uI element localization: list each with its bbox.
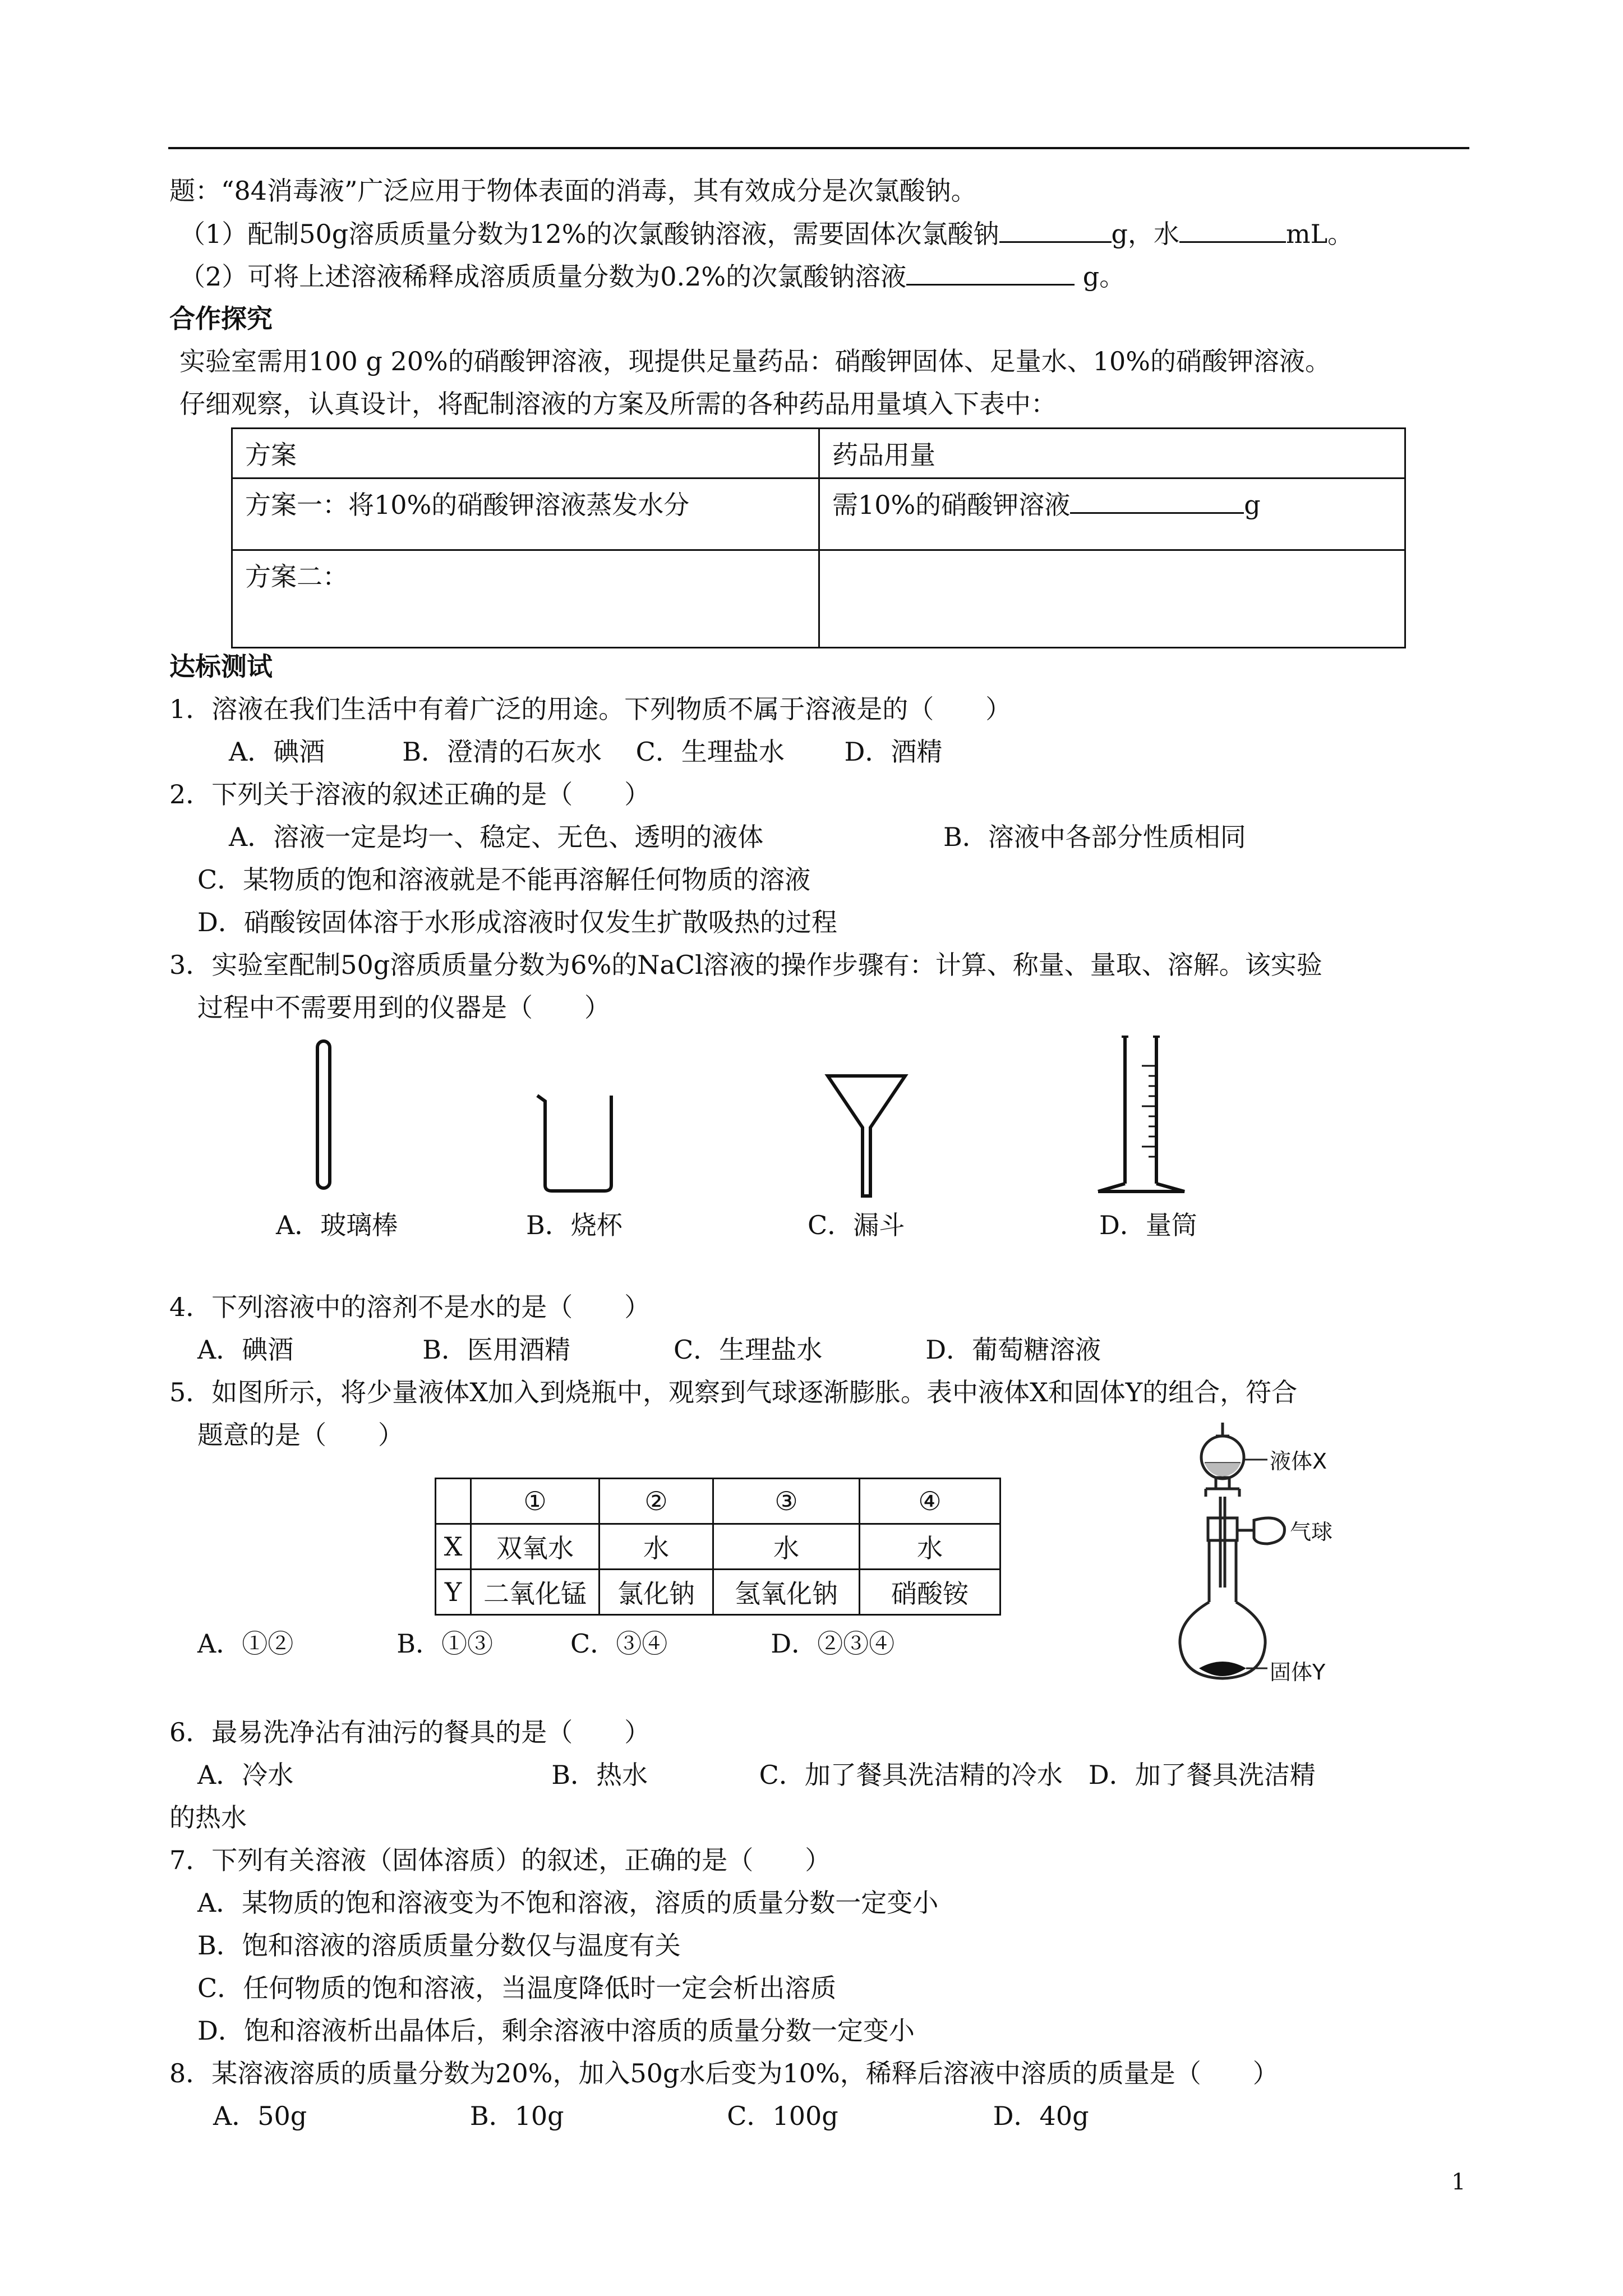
plan-one: 方案一：将10%的硝酸钾溶液蒸发水分 [232, 478, 819, 550]
answer-blank[interactable] [1179, 217, 1286, 243]
table-cell: 氯化钠 [600, 1570, 713, 1615]
funnel-figure [824, 1071, 909, 1200]
option-d-label: D．量筒 [1099, 1210, 1197, 1240]
flask-apparatus-figure [1172, 1419, 1357, 1694]
section-heading-test: 达标测试 [169, 651, 273, 682]
answer-blank[interactable] [1070, 487, 1244, 514]
table-header: 药品用量 [819, 429, 1405, 478]
question-5: 5．如图所示，将少量液体X加入到烧瓶中，观察到气球逐渐膨胀。表中液体X和固体Y的组合，符合 [169, 1377, 1298, 1407]
balloon-label: 气球 [1290, 1520, 1333, 1544]
question-8: 8．某溶液溶质的质量分数为20%，加入50g水后变为10%，稀释后溶液中溶质的质量是（ ） [169, 2058, 1279, 2088]
question-6-options: A．冷水 B．热水 C．加了餐具洗洁精的冷水 D．加了餐具洗洁精 [197, 1760, 1316, 1790]
question-7-option-c: C．任何物质的饱和溶液，当温度降低时一定会析出溶质 [197, 1973, 837, 2003]
question-7: 7．下列有关溶液（固体溶质）的叙述，正确的是（ ） [169, 1845, 831, 1875]
question-5-options: A．①② B．①③ C．③④ D．②③④ [197, 1628, 895, 1659]
plan-table [231, 427, 1406, 648]
question-7-option-d: D．饱和溶液析出晶体后，剩余溶液中溶质的质量分数一定变小 [197, 2016, 915, 2046]
table-cell: ② [600, 1479, 713, 1524]
intro-line: 题：“84消毒液”广泛应用于物体表面的消毒，其有效成分是次氯酸钠。 [169, 176, 977, 206]
option-b-label: B．烧杯 [526, 1210, 623, 1240]
option-c-label: C．漏斗 [808, 1210, 905, 1240]
question-2: 2．下列关于溶液的叙述正确的是（ ） [169, 779, 651, 809]
question-4: 4．下列溶液中的溶剂不是水的是（ ） [169, 1292, 651, 1322]
graduated-cylinder-figure [1094, 1032, 1195, 1200]
coop-text: 仔细观察，认真设计，将配制溶液的方案及所需的各种药品用量填入下表中： [179, 389, 1057, 419]
intro-question-1: （1）配制50g溶质质量分数为12%的次氯酸钠溶液，需要固体次氯酸钠 g，水 mL。 [179, 217, 1353, 251]
option-a-label: A．玻璃棒 [276, 1210, 398, 1240]
question-1-options: A．碘酒 B．澄清的石灰水 C．生理盐水 D．酒精 [229, 737, 943, 767]
table-cell: 水 [713, 1524, 860, 1570]
table-cell: 硝酸铵 [860, 1570, 1000, 1615]
question-1: 1．溶液在我们生活中有着广泛的用途。下列物质不属于溶液是的（ ） [169, 694, 1012, 724]
question-4-options: A．碘酒 B．医用酒精 C．生理盐水 D．葡萄糖溶液 [197, 1335, 1101, 1365]
page-number: 1 [1451, 2169, 1466, 2195]
table-cell [436, 1479, 471, 1524]
intro-question-2: （2）可将上述溶液稀释成溶质质量分数为0.2%的次氯酸钠溶液 g。 [179, 259, 1125, 293]
question-8-options: A．50g B．10g C．100g D．40g [213, 2101, 1089, 2131]
question-7-option-b: B．饱和溶液的溶质质量分数仅与温度有关 [197, 1930, 681, 1961]
table-cell: 二氧化锰 [471, 1570, 600, 1615]
question-3: 3．实验室配制50g溶质质量分数为6%的NaCl溶液的操作步骤有：计算、称量、量取、溶解。该实验 [169, 950, 1322, 980]
table-cell: ④ [860, 1479, 1000, 1524]
coop-text: 实验室需用100 g 20%的硝酸钾溶液，现提供足量药品：硝酸钾固体、足量水、10%的硝酸钾溶液。 [179, 346, 1331, 376]
question-2-option-c: C．某物质的饱和溶液就是不能再溶解任何物质的溶液 [197, 864, 811, 895]
table-cell: ③ [713, 1479, 860, 1524]
table-cell: 氢氧化钠 [713, 1570, 860, 1615]
question-7-option-a: A．某物质的饱和溶液变为不饱和溶液，溶质的质量分数一定变小 [197, 1888, 939, 1918]
table-cell: 双氧水 [471, 1524, 600, 1570]
glass-rod-figure [303, 1038, 348, 1195]
table-header: 方案 [232, 429, 819, 478]
plan-two[interactable]: 方案二： [232, 550, 819, 648]
table-cell: 水 [600, 1524, 713, 1570]
table-cell: Y [436, 1570, 471, 1615]
question-2-option-a: A．溶液一定是均一、稳定、无色、透明的液体 [229, 822, 764, 852]
table-cell: ① [471, 1479, 600, 1524]
answer-blank[interactable] [906, 259, 1075, 286]
table-cell: X [436, 1524, 471, 1570]
answer-blank[interactable] [999, 217, 1112, 243]
table-cell: 水 [860, 1524, 1000, 1570]
liquid-x-label: 液体X [1270, 1449, 1327, 1474]
question-6: 6．最易洗净沾有油污的餐具的是（ ） [169, 1717, 651, 1747]
plan-two-amount[interactable] [819, 550, 1405, 648]
question-2-option-b: B．溶液中各部分性质相同 [943, 822, 1246, 852]
header-rule [168, 147, 1469, 149]
question-2-option-d: D．硝酸铵固体溶于水形成溶液时仅发生扩散吸热的过程 [197, 907, 837, 937]
beaker-figure [533, 1091, 623, 1195]
section-heading-coop: 合作探究 [169, 303, 273, 334]
solid-y-label: 固体Y [1270, 1660, 1326, 1685]
plan-one-amount: 需10%的硝酸钾溶液 g [819, 478, 1405, 550]
question-5-continued: 题意的是（ ） [197, 1420, 404, 1450]
reaction-table [435, 1478, 1001, 1616]
question-6-options-continued: 的热水 [169, 1802, 247, 1833]
question-3-continued: 过程中不需要用到的仪器是（ ） [197, 992, 610, 1023]
